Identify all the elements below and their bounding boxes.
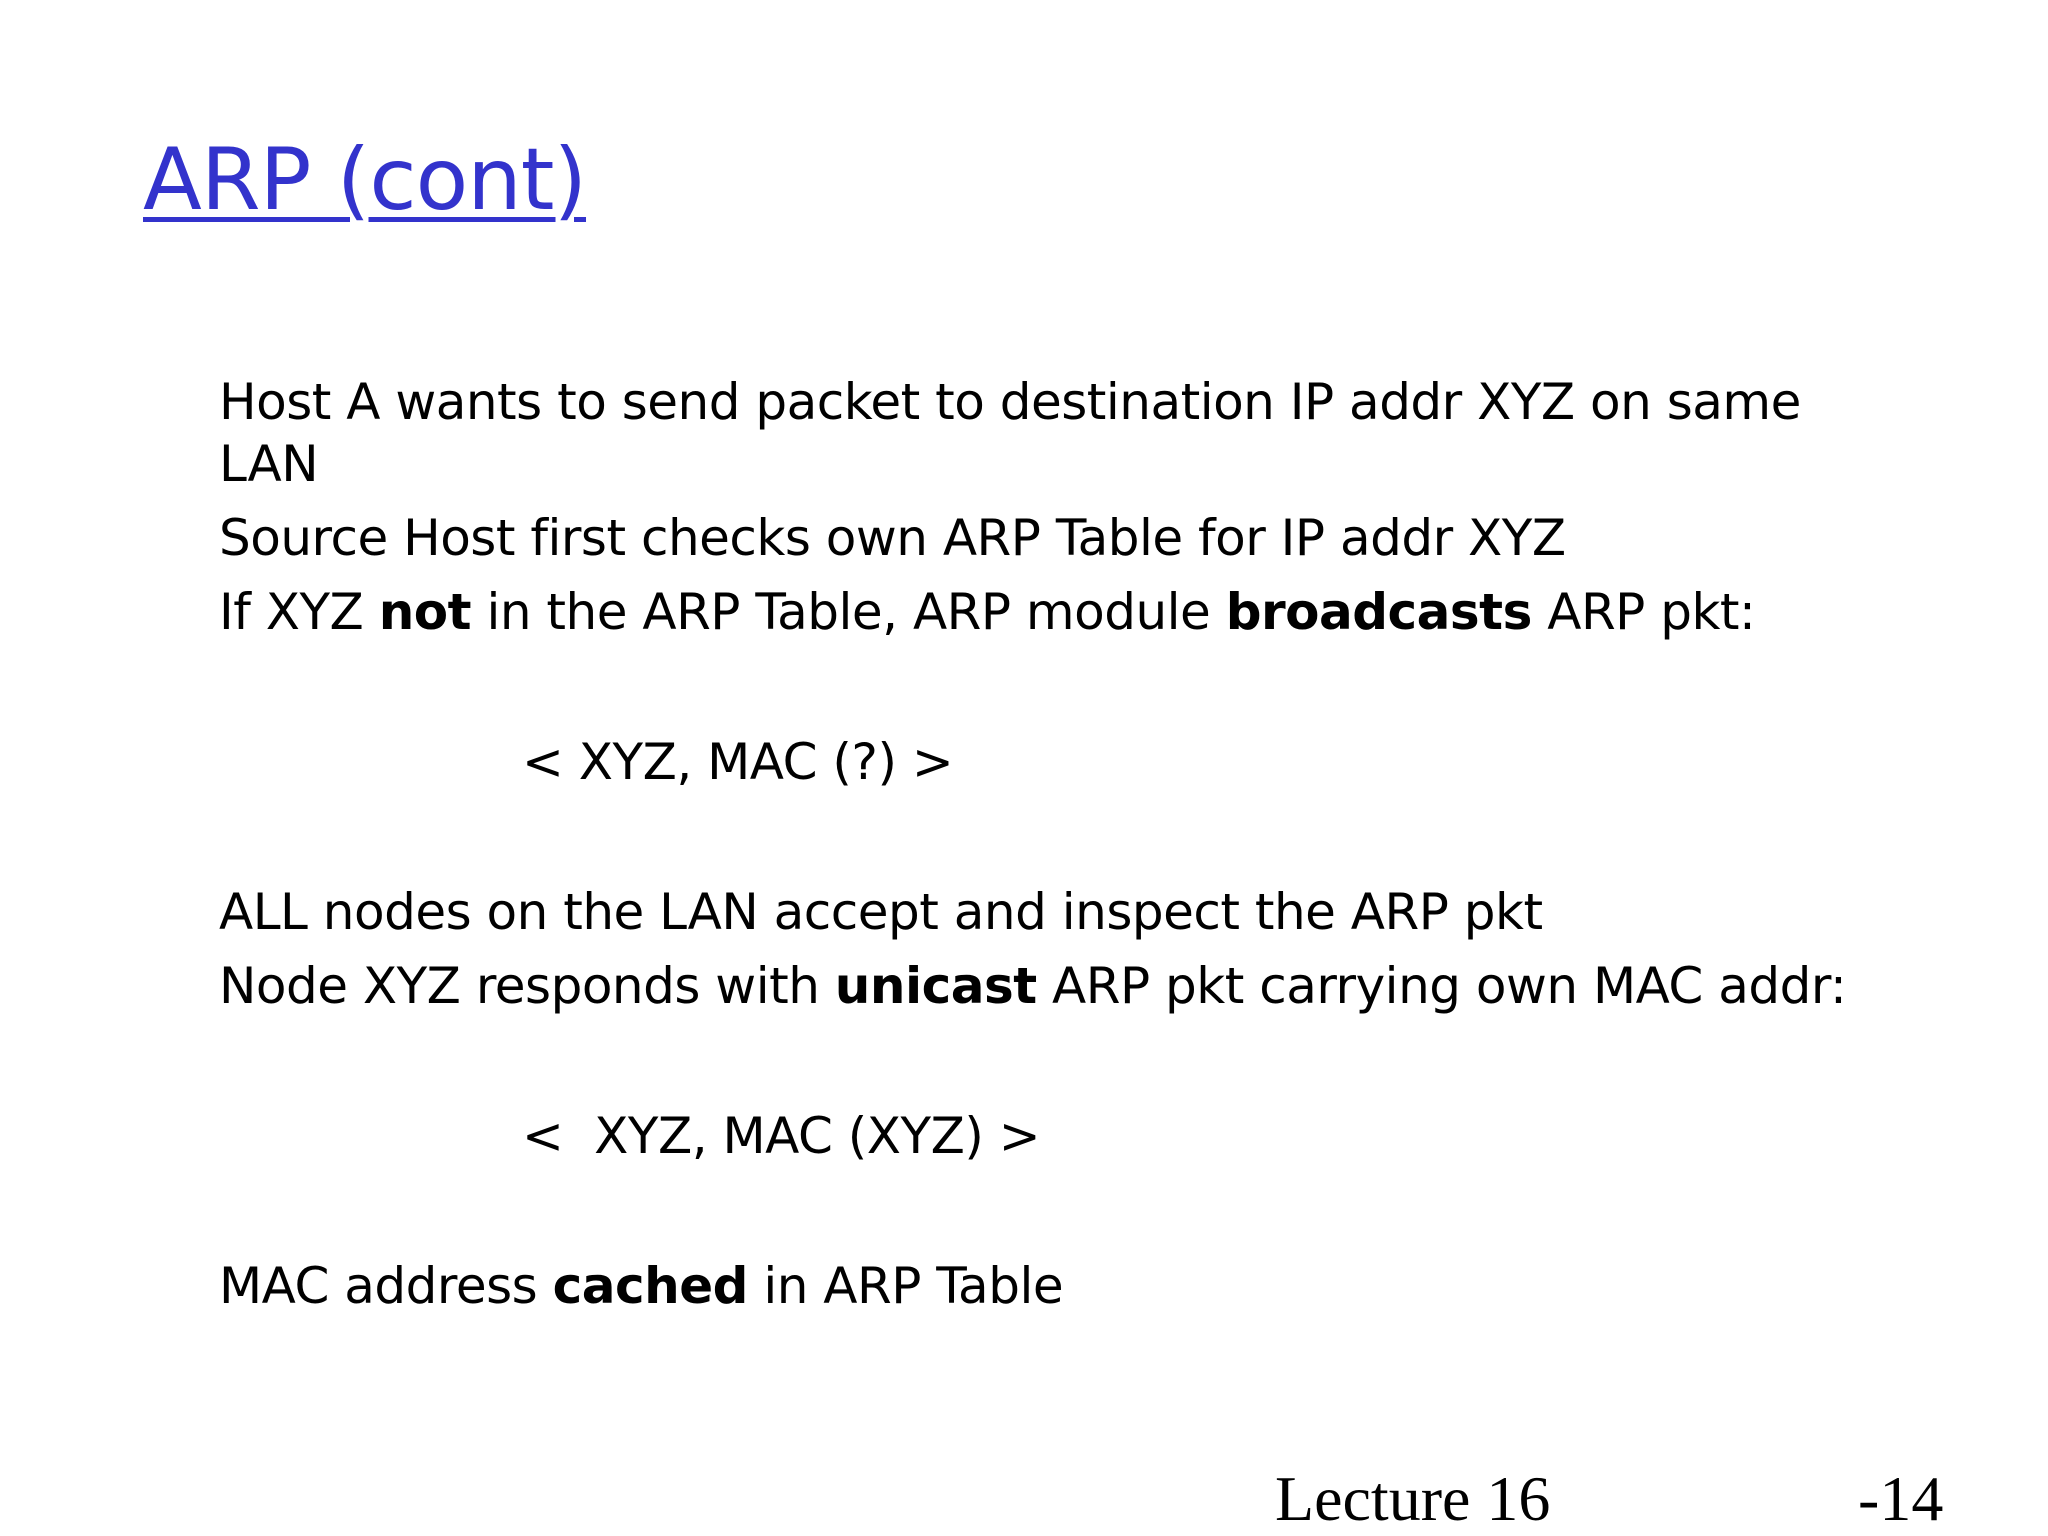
footer-lecture-label: Lecture 16 [1275,1463,1551,1534]
body-line-2 [219,509,1566,567]
body-line-5 [219,957,1846,1015]
body-text: MAC address [219,1257,553,1315]
body-line-1b [219,435,318,493]
body-text: LAN [219,435,319,493]
body-line-4 [219,883,1543,941]
packet-text: < XYZ, MAC (?) > [522,733,954,791]
body-text: Host A wants to send packet to destination IP addr XYZ on same [219,373,1801,431]
body-line-1a [219,373,1801,431]
arp-request-packet [522,733,953,791]
emphasis-text: cached [552,1257,748,1315]
slide-title: ARP (cont) [143,130,587,230]
body-line-3 [219,583,1755,641]
emphasis-text: not [378,583,472,641]
body-text: ARP pkt: [1531,583,1756,641]
emphasis-text: broadcasts [1225,583,1532,641]
body-text: Node XYZ responds with [219,957,835,1015]
body-text: Source Host first checks own ARP Table for IP addr XYZ [219,509,1566,567]
body-text: If XYZ [219,583,379,641]
body-text: in ARP Table [747,1257,1064,1315]
body-text: ALL nodes on the LAN accept and inspect the ARP pkt [219,883,1543,941]
packet-text: < XYZ, MAC (XYZ) > [522,1107,1041,1165]
emphasis-text: unicast [834,957,1037,1015]
footer-page-number: -14 [1858,1463,1944,1534]
body-text: ARP pkt carrying own MAC addr: [1036,957,1847,1015]
arp-reply-packet [522,1107,1040,1165]
body-text: in the ARP Table, ARP module [471,583,1226,641]
body-line-6 [219,1257,1063,1315]
